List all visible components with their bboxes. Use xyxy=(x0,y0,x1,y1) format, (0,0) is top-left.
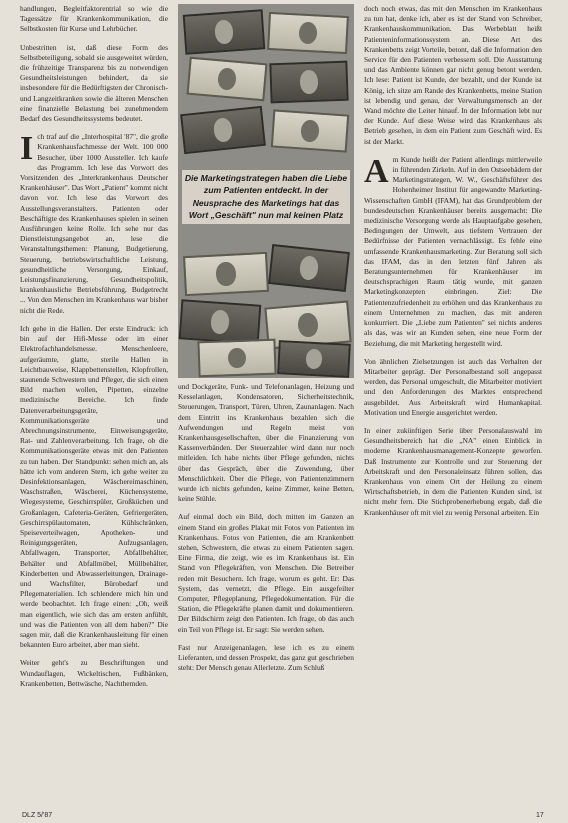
left-paragraph-3-text: ch traf auf die „Interhospital '87", die große Krankenhausfachmesse der Welt. 100 000 Besucher, über 1000 Aussteller. Ich kaufe das Programm. Ich lese das Vorwort des Vorsitzenden des „Interkrankenhaus Deutscher Krankenhäuser". Das Wort „Patient" kommt nicht davon vor. Ich lese das Vorwort des Ausstellungsveranstalters. Patienten oder Beschäftigte des Krankenhauses spielen in seinen Ausführungen keine Rolle. Ich sehe nur das Dienstleistungsangebot an, lese die Veranstaltungsthemen: Planung, Budgetierung, Steuerung, betriebswirtschaftliche Leistung, gesundheitliche Versorgung, Einkauf, Leistungsfinanzierung, Gesundheitspolitik, krankenhausliche Betriebsführung, Budgetrecht ... Von den Menschen im Krankenhaus war bisher nicht die Rede. xyxy=(20,132,168,315)
banknote-image xyxy=(179,299,262,344)
banknote-image xyxy=(180,106,266,154)
right-paragraph-1: doch noch etwas, das mit den Menschen im Krankenhaus zu tun hat, denke ich, aber es ist der Stand von Schreiber, Krankenhauskommunikation. Das Werbeblatt heißt Patienteninformationssystem an. Diese Art des Krankenbetts zeigt Vorteile, betont, daß die Information den Service für den Patienten verbessern soll. Die Ausstattung und das Ambiente können gar nicht genug betont werden. Ich lese: Patient ist Kunde, der bezahlt, und der Kunde ist König, ich sitze am Rande des Krankenbetts, meine Station ist lebendig und genau, der Verwaltungsmensch an der Wand möchte die Leiter hinauf. In der Information lebt nur der Kunde. Auf diese Weise wird das Krankenhaus als Betrieb gesehen, in dem ein Patient zum Geschäft wird. Es ist der Markt. xyxy=(364,4,542,146)
left-paragraph-3 xyxy=(20,132,168,316)
page-number: 17 xyxy=(536,812,544,819)
drop-cap: A xyxy=(364,152,389,190)
left-paragraph-2: Unbestritten ist, daß diese Form des Selbstbeteiligung, sobald sie ausgeweitet würden, die frühzeitige Transparenz bis zu notwendigen Gesundheitsleistungen behindert, da sie insbesondere für die Bedürftigsten der Chronisch- und Langzeitkranken sowie die älteren Menschen eine finanzielle Belastung bei zunehmendem Bedarf des Gesundheitssystems bedeutet. xyxy=(20,42,168,124)
drop-cap: I xyxy=(20,130,34,168)
issue-label: DLZ 5/'87 xyxy=(22,812,53,819)
banknote-image xyxy=(271,109,349,152)
left-paragraph-1: handlungen, Begleitfaktorentrial so wie die Tagessätze für Krankenkommunikation, die Selbstkosten für Kurse und Lehrbücher. xyxy=(20,4,168,34)
right-paragraph-3: Von ähnlichen Zielsetzungen ist auch das Verhalten der Mitarbeiter geprägt. Der Personalbestand soll angepasst werden, das Personal umgeschult, die Mitarbeiter motiviert und den Anforderungen des Marktes entsprechend ausgebildet. Aus Arbeitskraft wird Humankapital. Motivation und Energie ausgerichtet werden. xyxy=(364,356,542,417)
middle-paragraph-1: und Dockgeräte, Funk- und Telefonanlagen, Heizung und Kesselanlagen, Kondensatoren, Sicherheitstechnik, Steuerungen, Transport, Türen, Uhren, Zaunanlagen. Nach dem Eintritt ins Krankenhaus bezahlen sich die Aufwendungen und Regeln meist von Krankenhausgesellschaften, über die Finanzierung von Kassenverbänden. Der Steuerzahler wird dann nur noch mitleiden. Ich habe nichts über Pflege gefunden, nichts über das Gespräch, über die Zuwendung, über Menschlichkeit. Über die Pflege, von Patientenzimmern wurde ich nichts gefunden, keine Zimmer, keine Betten, keine Stühle. xyxy=(178,382,354,504)
right-paragraph-4: In einer zukünftigen Serie über Personalauswahl im Gesundheitsbereich hat die „NA" einen Einblick in moderne Krankenhausmanagement-Konzepte geworfen. Daß Instrumente zur Kontrolle und zur Steuerung der Arbeitskraft und den Personaleinsatz führen sollen, das Krankenhaus von einem Ort der Heilung zu einem Wirtschaftsbetrieb, in dem die Patienten Kunden sind, ist nicht mehr fern. Die Stichprobenerhebung ergab, daß die Krankenhäuser oft mit viel zu wenig Personal arbeiten. Ein xyxy=(364,425,542,517)
banknote-image xyxy=(183,9,266,54)
photo-caption: Die Marketingstrategen haben die Liebe zum Patienten entdeckt. In der Neusprache des Marketings hat das Wort „Geschäft" nun mal keinen Platz xyxy=(182,170,350,224)
right-column xyxy=(364,4,542,812)
left-paragraph-4: Ich gehe in die Hallen. Der erste Eindruck: ich bin auf der Hifi-Messe oder im einer Elektrofachhandelsmesse. Menschenleere, aufgeräumte, glatte, sterile Hallen in Leichtbauweise, Klappbettenstellen, Klopfrollen, staunende Schwestern und Pfleger, die sich einen Bild machen wollen, Pipetten, einzelne medizinische Bereiche. Ich finde Datenverarbeitungsgeräte, Kommunikationsgeräte und Abrechnungsinstrumente, Einweisungsgeräte, Rat- und Zahlenverarbeitung. Ich frage, ob die Kommunikationsgeräte etwas mit den Patienten zu tun haben. Der Standpunkt: sehen mich an, als hätte ich vom anderen Stern, ich gehe weiter zu Desinfektionsanlagen, Wäschereimaschinen, Waschstraßen, Wäscherei, Küchensysteme, Wiegesysteme, Geschirrspüler, Großküchen und Großanlagen, Cafeteria-Geräten, Gefriergeräten, Geschirrspülautomaten, Kühlschränken, Speiseverteilwagen, Apotheken- und Reinigungsgeräten, Aufzugsanlagen, Abfallwagen, Transporter, Abfallbehälter, Behälter und Abfallmöbel, Müllbehälter, Kinderbetten und Abwasserleitungen, Drainage- und Wachsfilter, Bürobedarf und Pflegematerialien. Ich schlendere mich hin und werde beobachtet. Ich frage einen: „Oh, weiß man eigentlich, wie sich das am ersten anfühlt, und was die Patienten von all dem haben?" Die sagen mir, daß die Krankenhausleitung für einen bekannten Euro arbeitet, aber man sieht. xyxy=(20,323,168,650)
middle-paragraph-3: Fast nur Anzeigenanlagen, lese ich es zu einem Lieferanten, und dessen Prospekt, das ganz gut geschrieben steht: Der Mensch genau Allerletzte. Zum Schluß xyxy=(178,642,354,673)
left-paragraph-5: Weiter geht's zu Beschriftungen und Wundauflagen, Wickeltischen, Fußbänken, Krankenbetten, Bettwäsche, Nachthemden. xyxy=(20,658,168,688)
banknote-image xyxy=(197,339,276,378)
banknote-image xyxy=(183,252,269,296)
banknote-image xyxy=(267,12,349,54)
banknote-image xyxy=(277,340,351,378)
banknote-image xyxy=(269,61,348,104)
banknote-image xyxy=(186,57,267,102)
middle-column xyxy=(178,382,354,812)
banknote-image xyxy=(268,244,350,292)
right-paragraph-2 xyxy=(364,152,542,349)
middle-paragraph-2: Auf einmal doch ein Bild, doch mitten im Ganzen an einem Stand ein großes Plakat mit Fotos von Patienten im Krankenhaus. Fotos von Patienten, die am Krankenbett stehen, Schwestern, die etwas zu einem Patienten sagen. Eine Firma, die zeigt, wie es im Krankenhaus ist. Ein Stand von Pflegekräften, von Menschen. Die Betreiber reden mit Besuchern. Ich frage, worum es geht. Er: Das System, das vernetzt, die Pflege. Ein ausgefeilter Computer, Pflegeplanung, Pflegedokumentation. Für die Station, die Pflegekräfte planen damit und dokumentieren. Der Bildschirm zeigt den Patienten. Ich frage, ob das auch ein Teil von Pflege ist. Er sagt: Sie werden sehen. xyxy=(178,512,354,634)
right-paragraph-2-text: m Kunde heißt der Patient allerdings mittlerweile in führenden Zirkeln. Auf in den Ostseebädern der Marketingstrategen, W. W., Geschäftsführer des Hohenheimer Institut für angewandte Marketing-Wissenschaften GmbH (IFAM), hat das Grundproblem der bundesdeutschen Krankenhäuser bereits ausgemacht: Die medizinische Versorgung werde als Hauptaufgabe gesehen, Bedingungen der Umwelt, aus tiefstem Vertrauen der Bedürfnisse der Patienten vernachlässigt. Es fehle eine umfassende Krankenhausmarketing. Zur Beratung soll sich das IFAM, das in den letzten fünf Jahren als Beratungsunternehmen für Krankenhäuser im deutschsprachigen Raum tätig wurde, mit ganzen Marketingkonzepten einbringen. Ziel: Die Patientenzufriedenheit zu erhöhen und das Krankenhaus zu einem Unternehmen zu machen, das mit anderen konkurriert. Die „Liebe zum Patienten" sei nichts anderes als das, was wir an Kunden sehen, eine neue Form der Beziehung, die mit Marketing hergestellt wird. xyxy=(364,154,542,348)
left-column xyxy=(20,4,168,812)
